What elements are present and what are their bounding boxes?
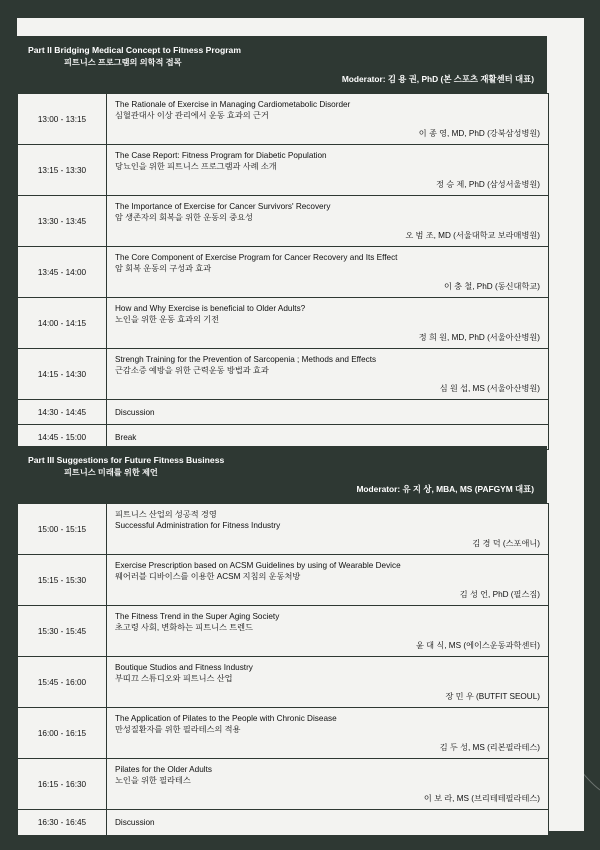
session-speaker: 정 희 원, MD, PhD (서울아산병원) — [418, 333, 540, 342]
session-content — [107, 196, 549, 247]
table-row — [18, 759, 549, 810]
session-time: 13:15 - 13:30 — [18, 145, 107, 196]
session-time: 15:00 - 15:15 — [18, 504, 107, 555]
session-time: 15:15 - 15:30 — [18, 555, 107, 606]
session-content — [107, 708, 549, 759]
session-subtitle: 근감소증 예방을 위한 근력운동 방법과 효과 — [115, 366, 269, 375]
session-title: Strengh Training for the Prevention of Sarcopenia ; Methods and Effects — [115, 355, 377, 364]
session-title: The Core Component of Exercise Program for Cancer Recovery and Its Effect — [115, 253, 398, 262]
session-time: 13:45 - 14:00 — [18, 247, 107, 298]
session-subtitle: 웨어러블 디바이스를 이용한 ACSM 지침의 운동처방 — [115, 572, 301, 581]
session-subtitle: 노인을 위한 필라테스 — [115, 776, 191, 785]
table-row — [18, 196, 549, 247]
session-time: 15:45 - 16:00 — [18, 657, 107, 708]
table-row — [18, 504, 549, 555]
session-content — [107, 145, 549, 196]
session-subtitle: 노인을 위한 운동 효과의 기전 — [115, 315, 220, 324]
table-row — [18, 606, 549, 657]
session-speaker: 장 민 우 (BUTFIT SEOUL) — [445, 692, 540, 701]
table-row — [18, 349, 549, 400]
part2-moderator: Moderator: 김 용 권, PhD (본 스포츠 재활센터 대표) — [341, 74, 534, 84]
session-subtitle: 암 회복 운동의 구성과 효과 — [115, 264, 212, 273]
session-title: Discussion — [115, 818, 155, 827]
session-time: 13:00 - 13:15 — [18, 94, 107, 145]
session-time: 13:30 - 13:45 — [18, 196, 107, 247]
session-title: The Application of Pilates to the People with Chronic Disease — [115, 714, 337, 723]
session-subtitle: 초고령 사회, 변화하는 피트니스 트렌드 — [115, 623, 253, 632]
session-time: 14:45 - 15:00 — [18, 425, 107, 450]
part3-schedule-table — [17, 503, 549, 836]
session-speaker: 이 보 라, MS (브리테테필라테스) — [423, 794, 540, 803]
session-content — [107, 247, 549, 298]
session-title: Exercise Prescription based on ACSM Guidelines by using of Wearable Device — [115, 561, 401, 570]
session-title: How and Why Exercise is beneficial to Older Adults? — [115, 304, 306, 313]
session-speaker: 윤 대 식, MS (에이스운동과학센터) — [415, 641, 540, 650]
part3-header — [17, 446, 547, 503]
session-time: 16:00 - 16:15 — [18, 708, 107, 759]
part2-title: Part II Bridging Medical Concept to Fitness Program — [28, 45, 241, 55]
session-content — [107, 94, 549, 145]
session-subtitle: 부띠끄 스튜디오와 피트니스 산업 — [115, 674, 233, 683]
part3-section — [17, 446, 547, 836]
table-row — [18, 555, 549, 606]
session-title: The Fitness Trend in the Super Aging Society — [115, 612, 280, 621]
session-subtitle: 당뇨인을 위한 피트니스 프로그램과 사례 소개 — [115, 162, 277, 171]
session-title: 피트니스 산업의 성공적 경영 — [115, 510, 217, 519]
session-speaker: 김 두 성, MS (리본필라테스) — [439, 743, 540, 752]
part2-schedule-table — [17, 93, 549, 450]
part2-section — [17, 36, 547, 450]
part3-moderator: Moderator: 유 지 상, MBA, MS (PAFGYM 대표) — [356, 484, 534, 494]
session-subtitle: 만성질환자를 위한 필라테스의 적용 — [115, 725, 241, 734]
table-row — [18, 708, 549, 759]
session-content — [107, 810, 549, 836]
session-subtitle: 심혈관대사 이상 관리에서 운동 효과의 근거 — [115, 111, 269, 120]
session-title: Discussion — [115, 407, 155, 417]
session-content — [107, 504, 549, 555]
part2-subtitle: 피트니스 프로그램의 의학적 접목 — [64, 58, 182, 67]
session-content — [107, 657, 549, 708]
session-time: 14:30 - 14:45 — [18, 400, 107, 425]
table-row — [18, 247, 549, 298]
session-subtitle: 암 생존자의 회복을 위한 운동의 중요성 — [115, 213, 253, 222]
session-time: 16:15 - 16:30 — [18, 759, 107, 810]
session-speaker: 정 승 제, PhD (삼성서울병원) — [436, 180, 540, 189]
session-subtitle: Successful Administration for Fitness Industry — [115, 521, 281, 530]
table-row — [18, 145, 549, 196]
session-speaker: 오 범 조, MD (서울대학교 보라매병원) — [405, 231, 540, 240]
session-title: The Importance of Exercise for Cancer Survivors' Recovery — [115, 202, 331, 211]
session-title: Break — [115, 432, 137, 442]
session-speaker: 김 경 덕 (스포애니) — [472, 539, 540, 548]
part2-header — [17, 36, 547, 93]
session-content — [107, 349, 549, 400]
session-content — [107, 555, 549, 606]
table-row — [18, 298, 549, 349]
session-content — [107, 759, 549, 810]
session-speaker: 이 충 철, PhD (동신대학교) — [443, 282, 540, 291]
session-time: 16:30 - 16:45 — [18, 810, 107, 836]
session-speaker: 심 원 섭, MS (서울아산병원) — [439, 384, 540, 393]
part3-subtitle: 피트니스 미래를 위한 제언 — [64, 468, 158, 477]
session-title: The Rationale of Exercise in Managing Cardiometabolic Disorder — [115, 100, 351, 109]
session-title: The Case Report: Fitness Program for Diabetic Population — [115, 151, 327, 160]
table-row — [18, 94, 549, 145]
session-time: 14:15 - 14:30 — [18, 349, 107, 400]
session-content — [107, 400, 549, 425]
session-title: Boutique Studios and Fitness Industry — [115, 663, 253, 672]
session-content — [107, 606, 549, 657]
part3-title: Part III Suggestions for Future Fitness Business — [28, 455, 225, 465]
table-row — [18, 400, 549, 425]
session-time: 14:00 - 14:15 — [18, 298, 107, 349]
table-row — [18, 657, 549, 708]
session-content — [107, 298, 549, 349]
table-row — [18, 810, 549, 836]
session-speaker: 김 성 언, PhD (필스짐) — [459, 590, 540, 599]
session-title: Pilates for the Older Adults — [115, 765, 212, 774]
session-time: 15:30 - 15:45 — [18, 606, 107, 657]
session-speaker: 이 종 영, MD, PhD (강북삼성병원) — [418, 129, 540, 138]
